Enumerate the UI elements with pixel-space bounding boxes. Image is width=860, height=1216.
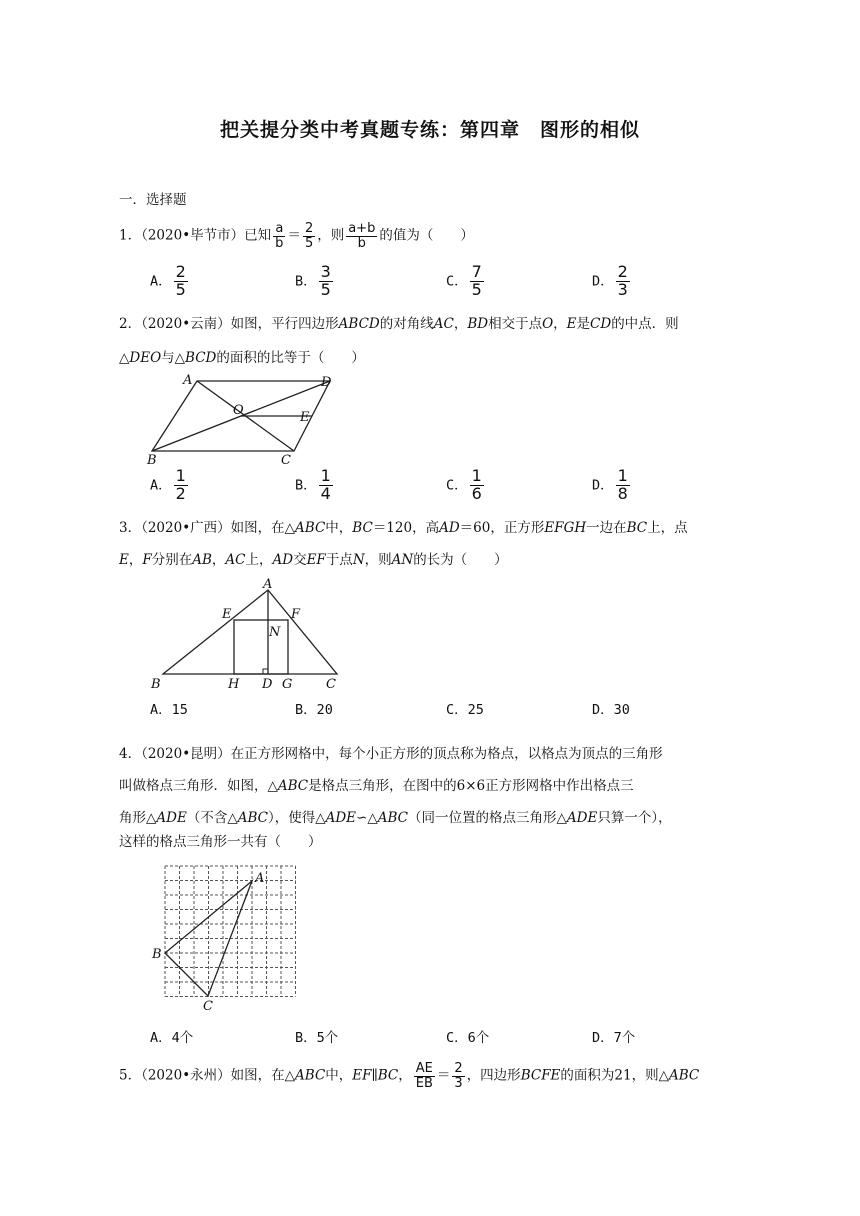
q2-option-b: B． $\frac{1}{4}$ bbox=[295, 466, 331, 503]
question-4-line-2: 叫做格点三角形．如图，△ABC是格点三角形，在图中的6×6正方形网格中作出格点三 bbox=[119, 778, 634, 794]
label-a: A bbox=[263, 578, 273, 592]
label-e: E bbox=[222, 607, 232, 622]
q1-option-b: B． $\frac{3}{5}$ bbox=[295, 262, 331, 299]
question-3-line-1: 3．（2020•广西）如图，在△ABC中，BC＝120，高AD＝60，正方形EFGH一边在BC上，点 bbox=[119, 520, 688, 536]
page-title: 把关提分类中考真题专练：第四章 图形的相似 bbox=[219, 119, 640, 141]
fraction-ae-over-eb: $\frac{AE}{EB}$ bbox=[415, 1061, 433, 1091]
q4-option-a: A．4个 bbox=[150, 1030, 194, 1046]
triangle-abc bbox=[163, 590, 337, 674]
grid-figure bbox=[150, 862, 310, 1022]
q3-option-d: D．30 bbox=[592, 702, 630, 718]
label-d: D bbox=[262, 677, 273, 692]
label-b: B bbox=[152, 947, 162, 962]
q4-option-b: B．5个 bbox=[295, 1030, 339, 1046]
label-c: C bbox=[326, 677, 336, 692]
fraction-2-over-3: $\frac{2}{3}$ bbox=[454, 1061, 463, 1091]
question-4-line-3: 角形△ADE（不含△ABC），使得△ADE∽△ABC（同一位置的格点三角形△ADE只算一个）， bbox=[119, 810, 672, 826]
label-d: D bbox=[321, 375, 332, 390]
label-b: B bbox=[147, 453, 157, 468]
label-h: H bbox=[228, 677, 240, 692]
label-g: G bbox=[282, 677, 293, 692]
question-5-line-1: 5．（2020•永州）如图，在△ABC中，EF∥BC， $\frac{AE}{EB}$ ＝ $\frac{2}{3}$ ，四边形BCFE的面积为21，则△ABC bbox=[119, 1061, 700, 1091]
question-3-line-2: E，F分别在AB，AC上，AD交EF于点N，则AN的长为（ ） bbox=[119, 552, 508, 568]
section-heading: 一．选择题 bbox=[119, 192, 187, 208]
question-1-stem: 1．（2020•毕节市）已知 $\frac{a}{b}$ ＝ $\frac{2}{5}$ ，则 $\frac{a+b}{b}$ 的值为（ ） bbox=[119, 221, 474, 251]
triangle-square-figure bbox=[145, 578, 355, 693]
fraction-a-plus-b-over-b: $\frac{a+b}{b}$ bbox=[348, 221, 376, 251]
q4-option-c: C．6个 bbox=[446, 1030, 490, 1046]
question-4-line-1: 4．（2020•昆明）在正方形网格中，每个小正方形的顶点称为格点，以格点为顶点的三角形 bbox=[119, 746, 663, 762]
parallelogram-figure bbox=[140, 368, 350, 468]
q1-option-d: D． $\frac{2}{3}$ bbox=[592, 262, 628, 299]
label-e: E bbox=[300, 410, 310, 425]
label-c: C bbox=[281, 453, 291, 468]
q1-option-c: C． $\frac{7}{5}$ bbox=[446, 262, 482, 299]
q2-option-a: A． $\frac{1}{2}$ bbox=[150, 466, 186, 503]
question-2-line-1: 2．（2020•云南）如图，平行四边形ABCD的对角线AC，BD相交于点O，E是CD的中点．则 bbox=[119, 316, 679, 332]
label-f: F bbox=[291, 607, 301, 622]
label-c: C bbox=[203, 999, 213, 1014]
label-b: B bbox=[151, 677, 161, 692]
q2-option-c: C． $\frac{1}{6}$ bbox=[446, 466, 482, 503]
q4-option-d: D．7个 bbox=[592, 1030, 636, 1046]
q2-option-d: D． $\frac{1}{8}$ bbox=[592, 466, 628, 503]
question-2-line-2: △DEO与△BCD的面积的比等于（ ） bbox=[119, 350, 365, 366]
q3-option-c: C．25 bbox=[446, 702, 484, 718]
fraction-a-over-b: $\frac{a}{b}$ bbox=[275, 221, 284, 251]
q3-option-a: A．15 bbox=[150, 702, 188, 718]
label-a: A bbox=[255, 871, 265, 886]
right-angle-mark bbox=[263, 669, 268, 674]
q1-option-a: A． $\frac{2}{5}$ bbox=[150, 262, 186, 299]
label-a: A bbox=[183, 373, 193, 388]
label-o: O bbox=[233, 403, 244, 418]
q3-option-b: B．20 bbox=[295, 702, 333, 718]
label-n: N bbox=[269, 625, 281, 640]
question-4-line-4: 这样的格点三角形一共有（ ） bbox=[119, 834, 322, 850]
fraction-2-over-5: $\frac{2}{5}$ bbox=[304, 221, 314, 251]
